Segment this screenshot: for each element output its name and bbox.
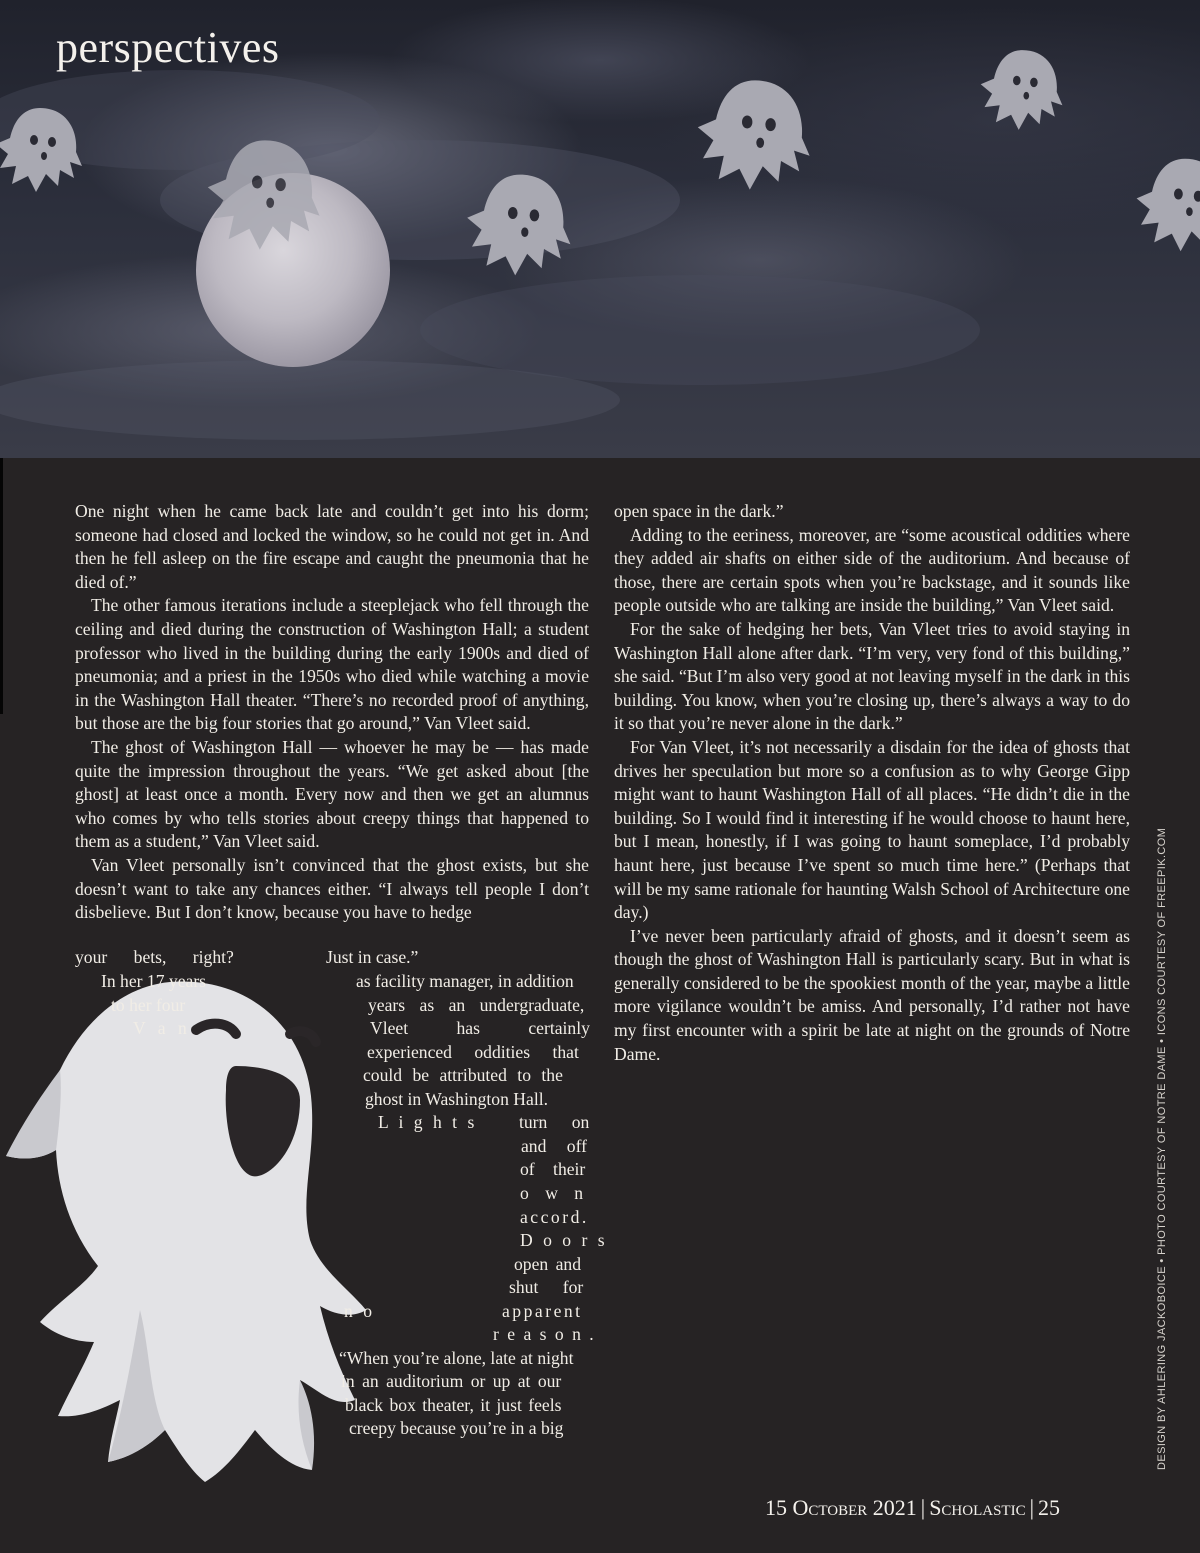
paragraph: open space in the dark.” [614, 501, 784, 521]
paragraph: I’ve never been particularly afraid of ghosts, and it doesn’t seem as though the ghost of Washington Hall is particularly scary. But in what is generally considered to be the spookiest month of the year, maybe a little more vigilance wouldn’t be amiss. And personally, I’d rather not have my first encounter with a spirit be late at night on the grounds of Notre Dame. [614, 925, 1130, 1064]
hero-photo [0, 0, 1200, 458]
text-line: open and [514, 1254, 582, 1274]
paragraph: Van Vleet personally isn’t convinced that the ghost exists, but she doesn’t want to take any chances either. “I always tell people I don’t disbelieve. But I don’t know, because you have to hedge [75, 854, 589, 923]
text-line: ghost in Washington Hall. [365, 1089, 548, 1109]
paragraph: One night when he came back late and couldn’t get into his dorm; someone had closed and locked the window, so he could not get in. And then he fell asleep on the fire escape and caught the pneumonia that he died of.” [75, 501, 589, 592]
text-line: o w n [520, 1183, 590, 1203]
text-line: as facility manager, in addition [356, 971, 574, 991]
paragraph: Adding to the eeriness, moreover, are “some acoustical oddities where they added air shafts on either side of the auditorium. And because of those, there are certain spots when you’re backstage, and it sounds like people outside who are talking are inside the building,” Van Vleet said. [614, 524, 1130, 616]
text-line: your bets, right? [75, 947, 234, 967]
text-line: shut for [509, 1277, 584, 1297]
text-line: “When you’re alone, late at night [339, 1348, 574, 1368]
text-line: turn on [519, 1112, 590, 1132]
page-number: 25 [1038, 1495, 1060, 1520]
publication-name: Scholastic [929, 1495, 1026, 1520]
text-line: apparent [502, 1301, 583, 1321]
text-line: black box theater, it just feels [345, 1395, 562, 1415]
text-line: accord. [520, 1207, 589, 1227]
text-line: L i g h t s [378, 1112, 478, 1132]
text-line: in an auditorium or up at our [341, 1371, 562, 1391]
text-line: of their [520, 1159, 586, 1179]
photo-credit: DESIGN BY AHLERING JACKOBOICE • PHOTO COURTESY OF NOTRE DAME • ICONS COURTESY OF FREEPIK.COM [1156, 827, 1168, 1470]
text-line: In her 17 years [101, 971, 207, 991]
issue-date: 15 October 2021 [764, 1495, 917, 1520]
small-ghost-icon [1137, 159, 1200, 251]
text-line: Just in case.” [326, 947, 419, 967]
text-line: Vleet has certainly [370, 1018, 590, 1038]
paragraph: The ghost of Washington Hall — whoever he may be — has made quite the impression throughout the years. “We get asked about [the ghost] at least once a month. Every now and then we get an alumnus who comes by who tells stories about creepy things that happened to them as a student,” Van Vleet said. [75, 736, 589, 852]
text-line: experienced oddities that [367, 1042, 579, 1062]
text-line: creepy because you’re in a big [349, 1418, 564, 1438]
text-line: n o [344, 1301, 375, 1321]
big-ghost-icon [0, 970, 370, 1490]
article-column-right [614, 500, 1130, 1066]
paragraph: For Van Vleet, it’s not necessarily a disdain for the idea of ghosts that drives her speculation but more so a confusion as to why George Gipp might want to haunt Washington Hall of all places. “He didn’t die in the building. So I would find it interesting if he would choose to haunt here, but I mean, honestly, if I was going to haunt someplace, I’d probably haunt here, just because I’ve spent so much time here.” (Perhaps that will be my same rationale for haunting Walsh School of Architecture one day.) [614, 736, 1130, 923]
divider [0, 458, 3, 714]
text-line: V a n [133, 1018, 191, 1038]
paragraph: For the sake of hedging her bets, Van Vleet tries to avoid staying in Washington Hall alone after dark. “I’m very, very fond of this building,” she said. “But I’m also very good at not leaving myself in the dark in this building. You know, when you’re closing up, there’s always a way to do it so that you’re never alone in the dark.” [614, 618, 1130, 734]
small-ghost-icon [981, 50, 1063, 130]
footer-separator: | [920, 1495, 926, 1520]
text-line: years as an undergraduate, [368, 995, 585, 1015]
small-ghost-icon [698, 80, 810, 189]
text-line: r e a s o n . [493, 1324, 596, 1344]
text-line: could be attributed to the [363, 1065, 563, 1085]
text-line: and off [521, 1136, 587, 1156]
page-footer [765, 1495, 1060, 1521]
section-title: perspectives [56, 23, 280, 72]
text-line: D o o r s [520, 1230, 608, 1250]
footer-separator: | [1029, 1495, 1034, 1520]
paragraph: The other famous iterations include a steeplejack who fell through the ceiling and died during the construction of Washington Hall; a student professor who lived in the building during the early 1900s and died of pneumonia; and a priest in the 1950s who died while watching a movie in the Washington Hall theater. “There’s no recorded proof of anything, but those are the big four stories that go around,” Van Vleet said. [75, 595, 589, 734]
text-line: to her four [111, 995, 186, 1015]
article-column-left [75, 500, 589, 925]
